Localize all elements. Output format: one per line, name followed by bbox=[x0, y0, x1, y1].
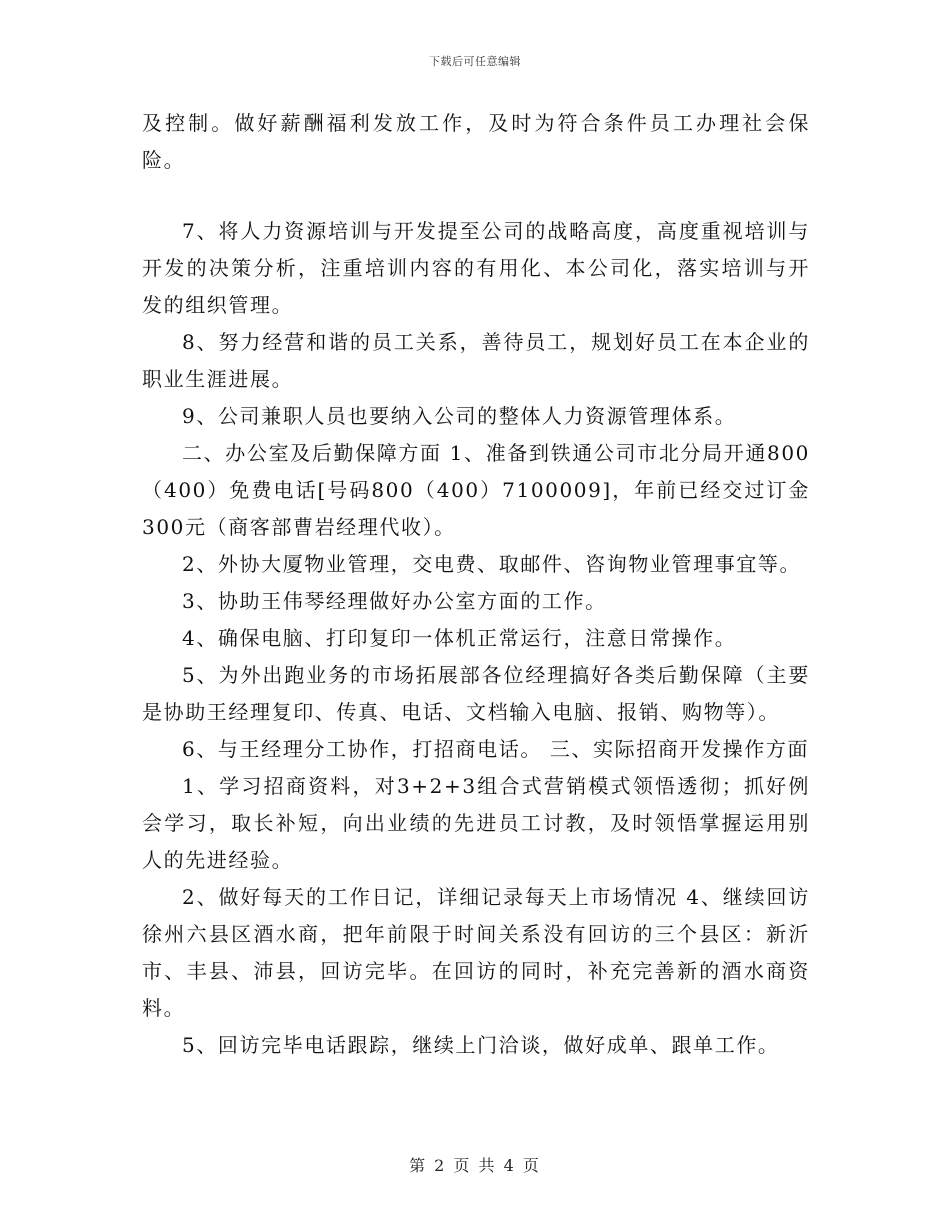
paragraph-item-9: 9、公司兼职人员也要纳入公司的整体人力资源管理体系。 bbox=[182, 404, 737, 428]
paragraph-s3-item-1: 1、学习招商资料，对3+2+3组合式营销模式领悟透彻；抓好例会学习，取长补短，向出业绩的先进员工讨教，及时领悟掌握运用别人的先进经验。 bbox=[142, 774, 810, 872]
document-body bbox=[142, 105, 810, 1064]
paragraph-s3-item-2: 2、做好每天的工作日记，详细记录每天上市场情况 4、继续回访徐州六县区酒水商，把年前限于时间关系没有回访的三个县区：新沂市、丰县、沛县，回访完毕。在回访的同时，补充完善新的酒水商资料。 bbox=[142, 885, 810, 1020]
paragraph-item-7: 7、将人力资源培训与开发提至公司的战略高度，高度重视培训与开发的决策分析，注重培训内容的有用化、本公司化，落实培训与开发的组织管理。 bbox=[142, 219, 810, 317]
paragraph-s2-item-6: 6、与王经理分工协作，打招商电话。 三、实际招商开发操作方面 bbox=[182, 737, 810, 761]
paragraph-section-2: 二、办公室及后勤保障方面 1、准备到铁通公司市北分局开通800（400）免费电话[号码800（400）7100009]，年前已经交过订金300元（商客部曹岩经理代收）。 bbox=[142, 441, 810, 539]
page-header: 下载后可任意编辑 bbox=[429, 55, 521, 68]
paragraph-s2-item-4: 4、确保电脑、打印复印一体机正常运行，注意日常操作。 bbox=[182, 626, 737, 650]
paragraph-continuation: 及控制。做好薪酬福利发放工作，及时为符合条件员工办理社会保险。 bbox=[142, 111, 810, 172]
page-footer: 第 2 页 共 4 页 bbox=[409, 1156, 541, 1175]
paragraph-item-8: 8、努力经营和谐的员工关系，善待员工，规划好员工在本企业的职业生涯进展。 bbox=[142, 330, 810, 391]
paragraph-s2-item-2: 2、外协大厦物业管理，交电费、取邮件、咨询物业管理事宜等。 bbox=[182, 552, 802, 576]
paragraph-s2-item-3: 3、协助王伟琴经理做好办公室方面的工作。 bbox=[182, 589, 607, 613]
paragraph-s3-item-5: 5、回访完毕电话跟踪，继续上门洽谈，做好成单、跟单工作。 bbox=[182, 1033, 780, 1057]
paragraph-s2-item-5: 5、为外出跑业务的市场拓展部各位经理搞好各类后勤保障（主要是协助王经理复印、传真、电话、文档输入电脑、报销、购物等）。 bbox=[142, 663, 810, 724]
